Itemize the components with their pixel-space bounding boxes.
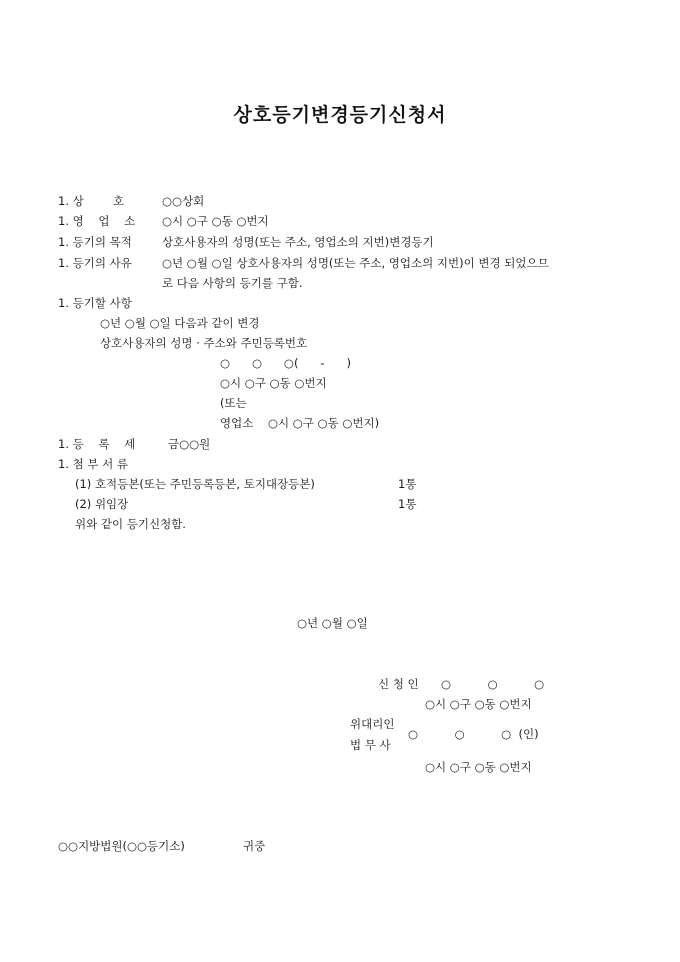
reason-line-1: ○년 ○월 ○일 상호사용자의 성명(또는 주소, 영업소의 지번)이 변경 되었으므 — [162, 256, 549, 270]
applicant-name: ○ ○ ○ — [441, 677, 545, 691]
applicant-address: ○시 ○구 ○동 ○번지 — [425, 697, 532, 711]
agent-address: ○시 ○구 ○동 ○번지 — [425, 760, 532, 774]
matters-line-3: ○ ○ ○( - ) — [220, 356, 351, 370]
matters-line-5: (또는 — [220, 396, 247, 410]
closing-text: 위와 같이 등기신청함. — [75, 517, 186, 531]
attachment-2-name: (2) 위임장 — [75, 497, 129, 511]
reason-label: 1. 등기의 사유 — [58, 256, 132, 270]
attachment-1-name: (1) 호적등본(또는 주민등록등본, 토지대장등본) — [75, 477, 315, 491]
matters-line-2: 상호사용자의 성명 · 주소와 주민등록번호 — [100, 336, 308, 350]
office-label: 1. 영 업 소 — [58, 214, 136, 228]
document-title: 상호등기변경등기신청서 — [233, 104, 447, 126]
tax-value: 금○○원 — [168, 437, 211, 451]
purpose-value: 상호사용자의 성명(또는 주소, 영업소의 지번)변경등기 — [162, 235, 434, 249]
tax-label: 1. 등 록 세 — [58, 437, 136, 451]
agent-label-2: 법 무 사 — [350, 738, 391, 752]
addressee-honorific: 귀중 — [243, 839, 266, 853]
trade-name-label: 1. 상 호 — [58, 194, 125, 208]
filing-date: ○년 ○월 ○일 — [297, 616, 368, 630]
attachments-label: 1. 첨 부 서 류 — [58, 457, 129, 471]
attachment-2-qty: 1통 — [398, 497, 417, 511]
court-name: ○○지방법원(○○등기소) — [58, 839, 185, 853]
applicant-label: 신 청 인 — [378, 677, 419, 691]
matters-line-4: ○시 ○구 ○동 ○번지 — [220, 376, 327, 390]
agent-name: ○ ○ ○ (인) — [408, 727, 539, 741]
agent-label-1: 위대리인 — [350, 717, 395, 731]
reason-line-2: 로 다음 사항의 등기를 구함. — [162, 276, 303, 290]
trade-name-value: ○○상회 — [162, 194, 205, 208]
matters-label: 1. 등기할 사항 — [58, 296, 132, 310]
matters-line-6: 영업소 ○시 ○구 ○동 ○번지) — [220, 416, 380, 430]
attachment-1-qty: 1통 — [398, 477, 417, 491]
office-value: ○시 ○구 ○동 ○번지 — [162, 214, 269, 228]
matters-line-1: ○년 ○월 ○일 다음과 같이 변경 — [100, 316, 260, 330]
purpose-label: 1. 등기의 목적 — [58, 235, 132, 249]
